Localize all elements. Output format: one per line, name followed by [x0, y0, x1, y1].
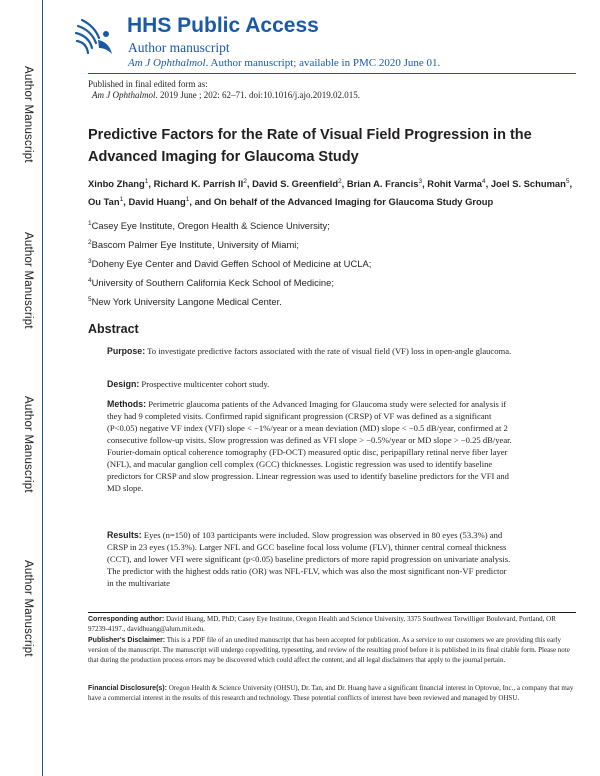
purpose-label: Purpose: — [107, 346, 146, 356]
author: Joel S. Schuman — [490, 178, 566, 190]
author: Xinbo Zhang — [88, 178, 145, 190]
affiliation-text: Doheny Eye Center and David Geffen School of Medicine at UCLA; — [91, 258, 372, 270]
affiliation-text: University of Southern California Keck School of Medicine; — [91, 277, 334, 289]
abstract-methods — [107, 398, 513, 494]
disclaimer-label: Publisher's Disclaimer: — [88, 637, 166, 644]
sidebar-label-author-manuscript: Author Manuscript — [22, 66, 34, 163]
footnote-rule — [88, 612, 576, 613]
affiliation — [88, 239, 299, 250]
author: David Huang — [128, 195, 186, 207]
author: Ou Tan — [88, 195, 120, 207]
hhs-public-access-title: HHS Public Access — [127, 14, 319, 37]
corr-label: Corresponding author: — [88, 616, 165, 623]
header-rule — [88, 73, 576, 74]
author-sup: 1 — [185, 195, 190, 203]
affiliation — [88, 258, 371, 269]
affiliation-sup: 4 — [88, 277, 92, 284]
financial-disclosure-note — [88, 684, 576, 704]
author-sup: 5 — [565, 178, 570, 185]
financial-text: Oregon Health & Science University (OHSU), Dr. Tan, and Dr. Huang have a significant financial interest in Optovue, Inc., a company that may have a commercial interest in the results of this research and technology. These potential conflicts of interest have been reviewed and managed by OHSU. — [88, 684, 574, 702]
citation-line — [88, 90, 360, 101]
journal-abbrev: Am J Ophthalmol — [128, 57, 206, 69]
methods-label: Methods: — [107, 399, 147, 409]
design-label: Design: — [107, 379, 140, 389]
affiliation-sup: 3 — [88, 258, 92, 265]
author: Rohit Varma — [427, 178, 482, 190]
sidebar-label-author-manuscript: Author Manuscript — [22, 396, 34, 493]
affiliation — [88, 296, 282, 307]
author-group: and On behalf of the Advanced Imaging for Glaucoma Study Group — [194, 195, 494, 207]
sidebar-divider — [42, 0, 43, 776]
design-text: Prospective multicenter cohort study. — [141, 379, 270, 389]
affiliation-text: New York University Langone Medical Center. — [91, 296, 282, 308]
affiliation-sup: 1 — [88, 220, 92, 227]
author: David S. Greenfield — [252, 178, 339, 190]
affiliation-sup: 2 — [88, 239, 92, 246]
author-sup: 1 — [119, 195, 124, 203]
purpose-text: To investigate predictive factors associated with the rate of visual field (VF) loss in open-angle glaucoma. — [147, 346, 512, 356]
sidebar-label-author-manuscript: Author Manuscript — [22, 232, 34, 329]
methods-text: Perimetric glaucoma patients of the Advanced Imaging for Glaucoma study were selected for analysis if they had 9 completed visits. Confirmed rapid significant progression (CRSP) of VF was defined as a significant (P<0.05) negative VF index (VFI) slope < −1%/year or a mean deviation (MD) slope < −0.5 dB/year, confirmed at 2 consecutive follow-up visits. Slow progression was defined as VFI slope > −0.5%/year or MD slope > −0.25 dB/year. Fourier-domain optical coherence tomography (FD-OCT) measured optic disc, peripapillary retinal nerve fiber layer (NFL), and macular ganglion cell complex (GCC) thicknesses. Logistic regression was used to identify baseline predictors for CRSP and slow progression. Linear regression was used to identify baseline predictors for the VFI and MD slope. — [107, 399, 512, 493]
sidebar-label-author-manuscript: Author Manuscript — [22, 560, 34, 657]
results-label: Results: — [107, 530, 142, 540]
affiliation-text: Casey Eye Institute, Oregon Health & Science University; — [91, 220, 330, 232]
author-list: Xinbo Zhang$^1$, Richard K. Parrish $II^2$, David S. Greenfield$^2$, Brian A. Francis$^3$, Rohit Varma$^4$, Joel S. Schuman$^5$, Ou Tan$^1$, David Huang$^1$, and On behalf of the Advanced Imaging for Glaucoma Study Group — [88, 178, 573, 207]
author-sup: 1 — [144, 178, 149, 185]
publication-info — [88, 79, 360, 101]
author: Brian A. Francis — [346, 178, 419, 190]
affiliation-sup: 5 — [88, 296, 92, 303]
citation-journal: Am J Ophthalmol — [92, 90, 156, 100]
author-sup: 4 — [482, 178, 486, 185]
results-text: Eyes (n=150) of 103 participants were included. Slow progression was observed in 80 eyes (53.3%) and CRSP in 23 eyes (15.3%). Larger NFL and GCC baseline focal loss volume (FLV), thinner central corneal thickness (CCT), and lower VFI were significant (p<0.05) baseline predictors of more rapid progression on univariate analysis. The predictor with the highest odds ratio (OR) was NFL-FLV, which was also the most significant non-VF predictor in the multivariate — [107, 530, 511, 588]
affiliation-text: Bascom Palmer Eye Institute, University of Miami; — [91, 239, 299, 251]
author-sup: 2 — [338, 178, 342, 185]
publisher-disclaimer-note — [88, 636, 576, 665]
citation-text: . 2019 June ; 202: 62–71. doi:10.1016/j.ajo.2019.02.015. — [155, 90, 360, 100]
author-sup: 2 — [243, 178, 247, 185]
availability-text: . Author manuscript; available in PMC 2020 June 01. — [205, 57, 441, 69]
published-label: Published in final edited form as: — [88, 79, 208, 89]
hhs-eagle-icon — [72, 14, 118, 60]
article-title: Predictive Factors for the Rate of Visual Field Progression in the Advanced Imaging for Glaucoma Study — [88, 127, 532, 165]
financial-label: Financial Disclosure(s): — [88, 685, 167, 692]
abstract-results — [107, 529, 513, 589]
disclaimer-text: This is a PDF file of an unedited manuscript that has been accepted for publication. As a service to our customers we are providing this early version of the manuscript. The manuscript will undergo copyediting, typesetting, and review of the resulting proof before it is published in its final citable form. Please note that during the production process errors may be discovered which could affect the content, and all legal disclaimers that apply to the journal pertain. — [88, 636, 570, 664]
corr-text: David Huang, MD, PhD; Casey Eye Institute, Oregon Health and Science University, 3375 Southwest Terwilliger Boulevard, Portland, OR 97239-4197., davidhuang@alum.mit.edu. — [88, 615, 556, 633]
author: Richard K. Parrish II — [153, 178, 244, 190]
affiliation — [88, 277, 334, 288]
abstract-heading: Abstract — [88, 322, 139, 336]
affiliation — [88, 220, 330, 231]
author-sup: 3 — [418, 178, 423, 185]
abstract-design — [107, 378, 513, 390]
author-manuscript-subtitle: Author manuscript — [128, 40, 230, 55]
abstract-purpose — [107, 345, 513, 357]
journal-availability-line — [128, 57, 440, 69]
corresponding-author-note — [88, 615, 576, 635]
